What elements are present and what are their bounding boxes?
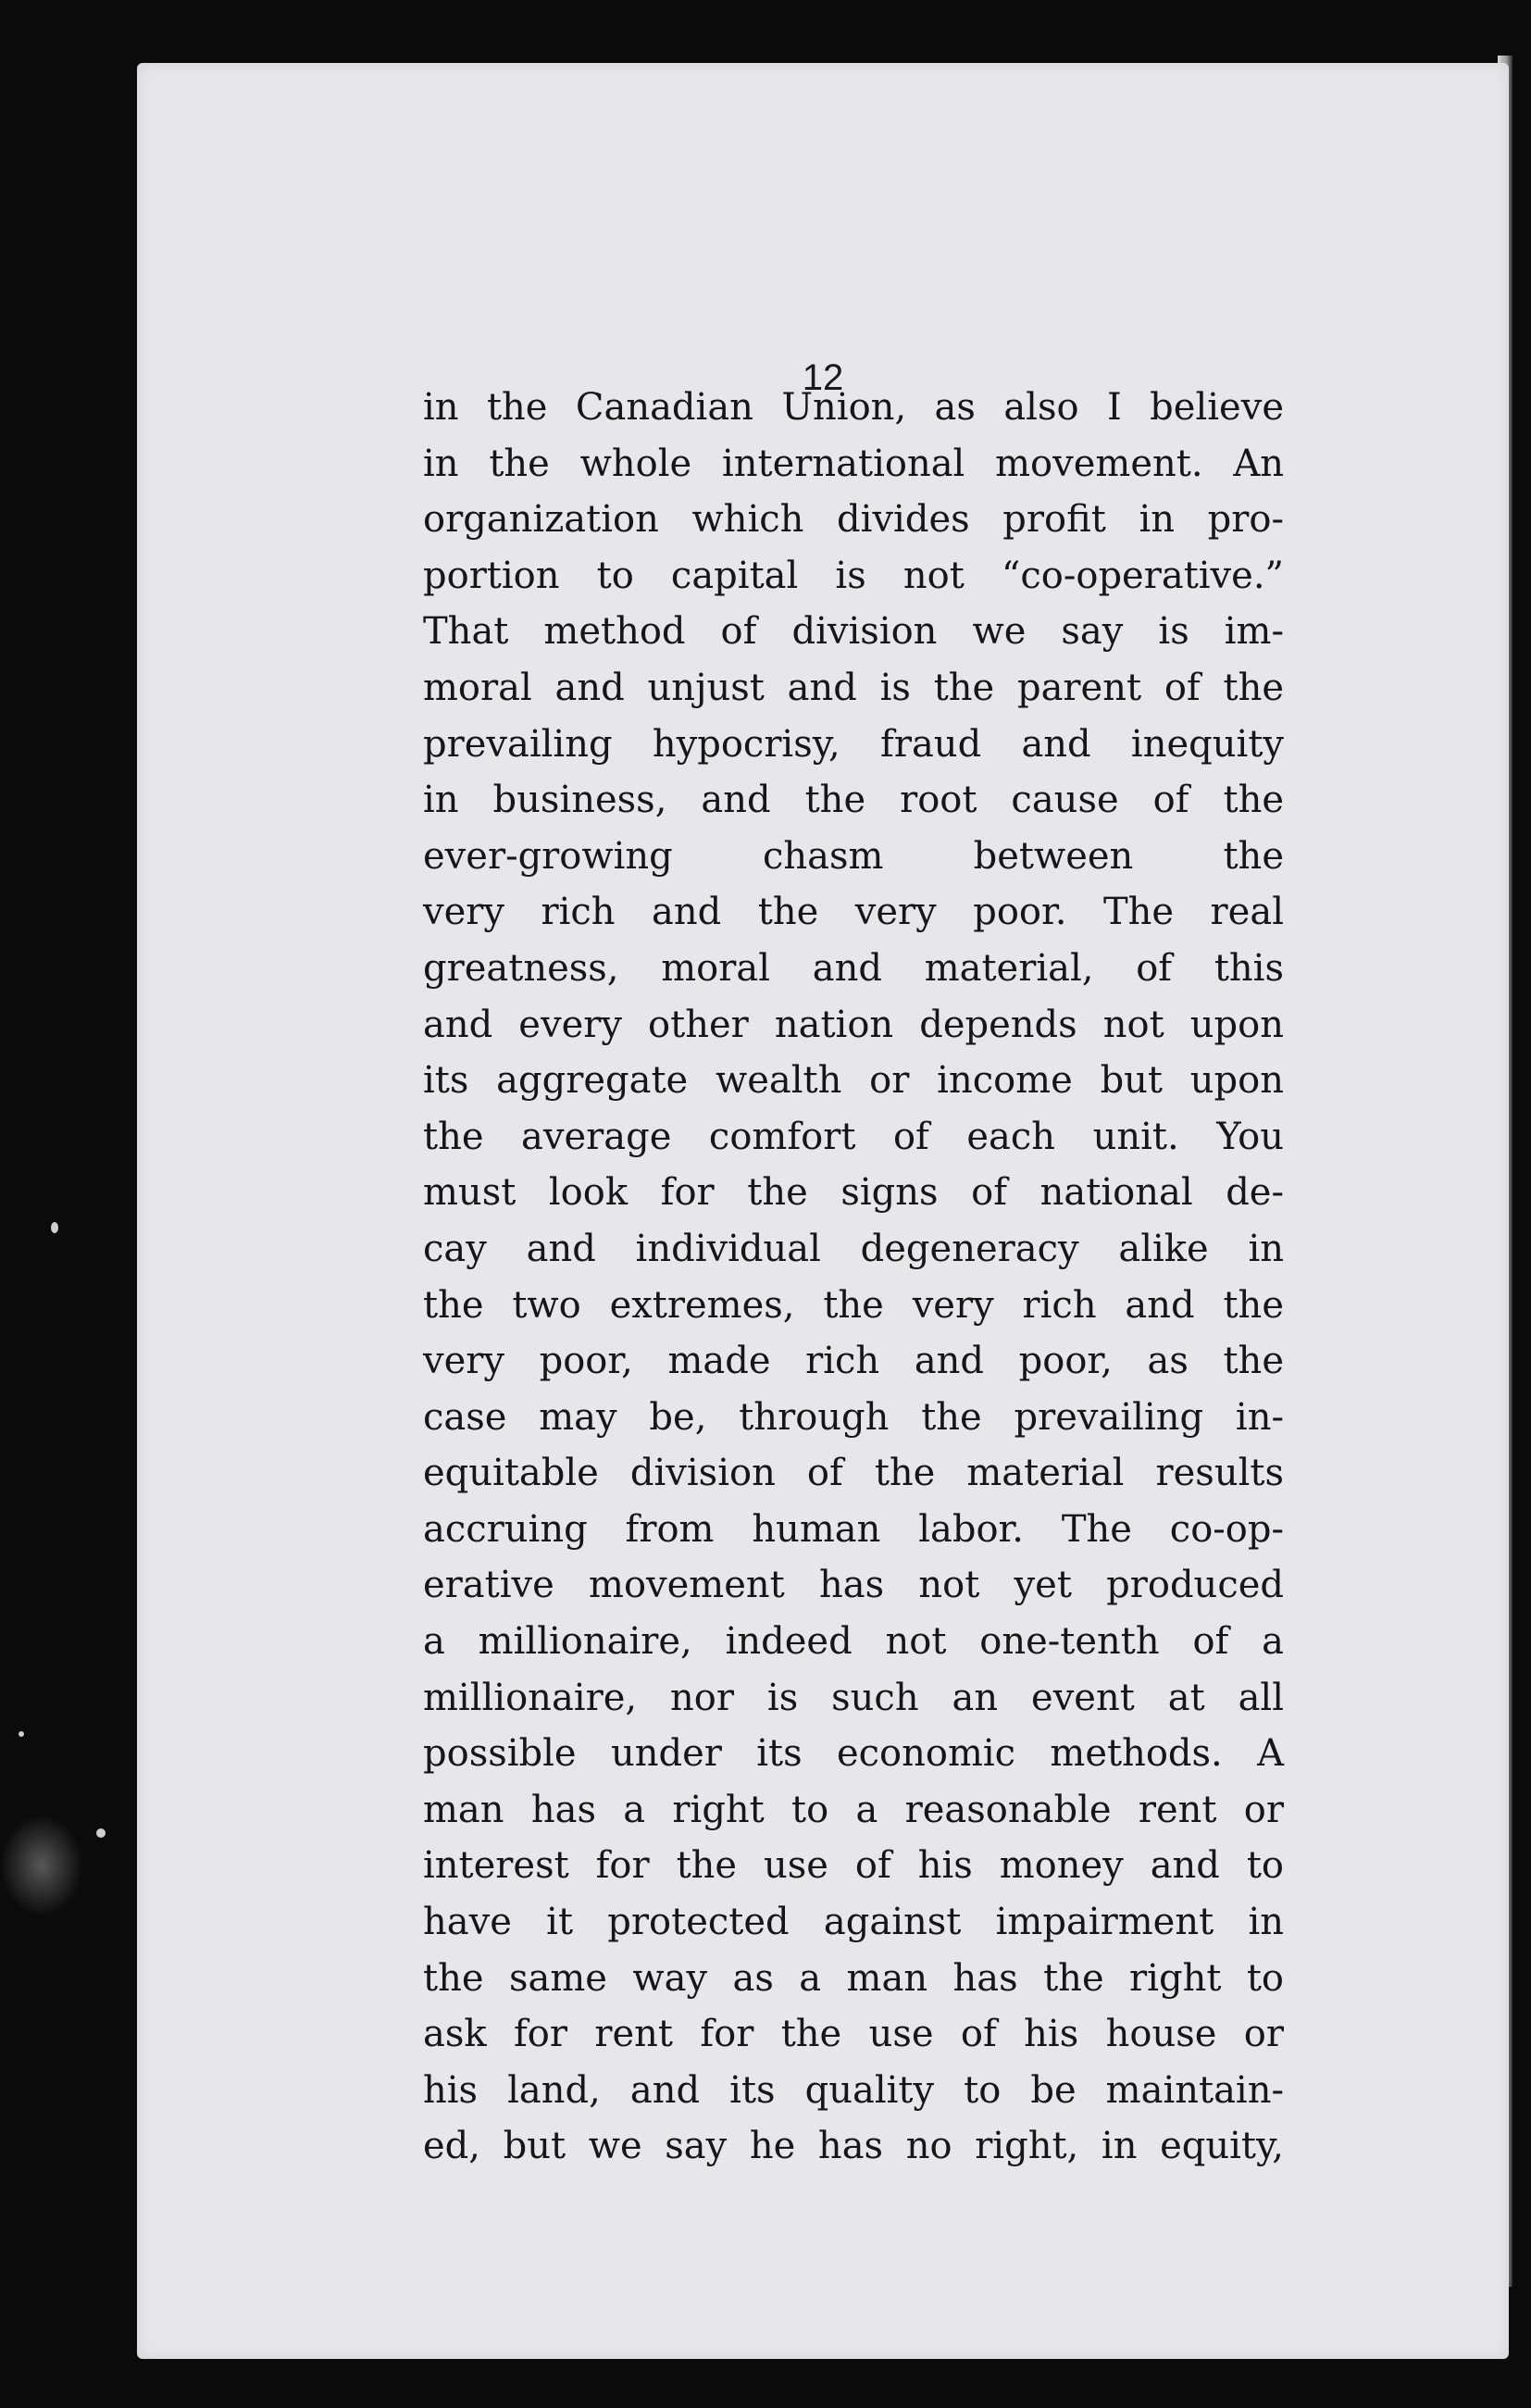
text-line: in the Canadian Union, as also I believe bbox=[423, 386, 1284, 429]
text-line: ed, but we say he has no right, in equity, bbox=[423, 2125, 1284, 2168]
text-line: very poor, made rich and poor, as the bbox=[423, 1340, 1284, 1383]
text-line: interest for the use of his money and to bbox=[423, 1844, 1284, 1888]
text-line: a millionaire, indeed not one-tenth of a bbox=[423, 1620, 1284, 1664]
text-line: his land, and its quality to be maintain- bbox=[423, 2068, 1284, 2112]
text-line: the average comfort of each unit. You bbox=[423, 1115, 1284, 1158]
text-line: millionaire, nor is such an event at all bbox=[423, 1676, 1284, 1719]
text-line: moral and unjust and is the parent of the bbox=[423, 666, 1284, 709]
scan-glare bbox=[0, 1815, 83, 1916]
text-line: the two extremes, the very rich and the bbox=[423, 1283, 1284, 1327]
text-line: and every other nation depends not upon bbox=[423, 1003, 1284, 1046]
text-line: have it protected against impairment in bbox=[423, 1901, 1284, 1944]
text-line: very rich and the very poor. The real bbox=[423, 891, 1284, 934]
text-line: possible under its economic methods. A bbox=[423, 1732, 1284, 1776]
text-line: equitable division of the material results bbox=[423, 1452, 1284, 1495]
scan-speck bbox=[96, 1828, 106, 1838]
text-line: in business, and the root cause of the bbox=[423, 779, 1284, 822]
text-line: greatness, moral and material, of this bbox=[423, 946, 1284, 990]
text-line: That method of division we say is im- bbox=[423, 610, 1284, 654]
body-text bbox=[423, 380, 1284, 2175]
scan-speck bbox=[19, 1731, 24, 1737]
text-line: must look for the signs of national de- bbox=[423, 1171, 1284, 1215]
text-line: the same way as a man has the right to bbox=[423, 1956, 1284, 2000]
page-number: 12 bbox=[802, 357, 844, 398]
text-line: erative movement has not yet produced bbox=[423, 1564, 1284, 1607]
text-line: prevailing hypocrisy, fraud and inequity bbox=[423, 722, 1284, 766]
text-line: ask for rent for the use of his house or bbox=[423, 2013, 1284, 2056]
text-line: portion to capital is not “co-operative.” bbox=[423, 554, 1284, 597]
text-line: case may be, through the prevailing in- bbox=[423, 1395, 1284, 1439]
text-line: cay and individual degeneracy alike in bbox=[423, 1227, 1284, 1270]
text-line: in the whole international movement. An bbox=[423, 442, 1284, 485]
scan-speck bbox=[51, 1222, 58, 1233]
text-line: man has a right to a reasonable rent or bbox=[423, 1788, 1284, 1831]
text-line: its aggregate wealth or income but upon bbox=[423, 1059, 1284, 1103]
text-line: accruing from human labor. The co-op- bbox=[423, 1507, 1284, 1551]
text-line: ever-growing chasm between the bbox=[423, 834, 1284, 878]
text-line: organization which divides profit in pro- bbox=[423, 498, 1284, 542]
